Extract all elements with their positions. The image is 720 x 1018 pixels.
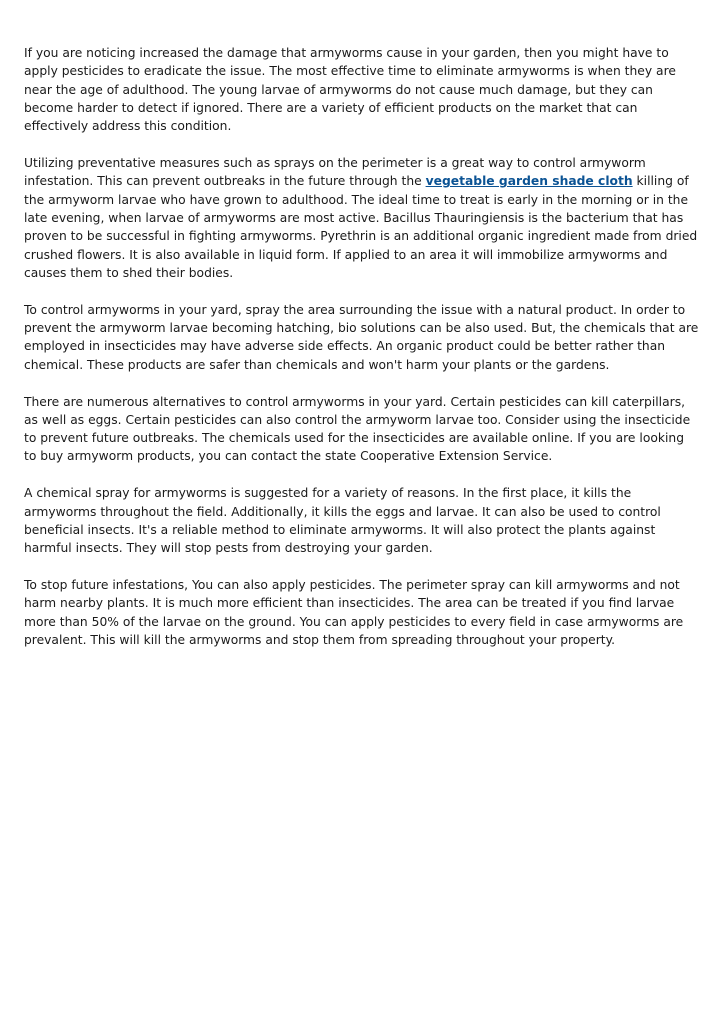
paragraph-3: To control armyworms in your yard, spray the area surrounding the issue with a natural product. In order to prevent the armyworm larvae becoming hatching, bio solutions can be also used. But, the chemicals that are employed in insecticides may have adverse side effects. An organic product could be better rather than chemical. These products are safer than chemicals and won't harm your plants or the gardens. xyxy=(24,302,699,372)
paragraph-5: A chemical spray for armyworms is suggested for a variety of reasons. In the first place, it kills the armyworms throughout the field. Additionally, it kills the eggs and larvae. It can also be used to control beneficial insects. It's a reliable method to eliminate armyworms. It will also protect the plants against harmful insects. They will stop pests from destroying your garden. xyxy=(24,486,661,556)
article-body xyxy=(24,44,700,668)
paragraph-2 xyxy=(24,154,700,282)
paragraph-2-text-before: Utilizing preventative measures such as sprays on the perimeter is a great way to control armyworm infestation. This can prevent outbreaks in the future through the xyxy=(24,156,646,189)
shade-cloth-link[interactable]: vegetable garden shade cloth xyxy=(425,174,633,189)
paragraph-1: If you are noticing increased the damage that armyworms cause in your garden, then you might have to apply pesticides to eradicate the issue. The most effective time to eliminate armyworms is when they are near the age of adulthood. The young larvae of armyworms do not cause much damage, but they can become harder to detect if ignored. There are a variety of efficient products on the market that can effectively address this condition. xyxy=(24,46,676,134)
paragraph-6: To stop future infestations, You can also apply pesticides. The perimeter spray can kill armyworms and not harm nearby plants. It is much more efficient than insecticides. The area can be treated if you find larvae more than 50% of the larvae on the ground. You can apply pesticides to every field in case armyworms are prevalent. This will kill the armyworms and stop them from spreading throughout your property. xyxy=(24,578,684,647)
paragraph-4: There are numerous alternatives to control armyworms in your yard. Certain pesticides can kill caterpillars, as well as eggs. Certain pesticides can also control the armyworm larvae too. Consider using the insecticide to prevent future outbreaks. The chemicals used for the insecticides are available online. If you are looking to buy armyworm products, you can contact the state Cooperative Extension Service. xyxy=(24,394,691,464)
paragraph-2-text-after: killing of the armyworm larvae who have grown to adulthood. The ideal time to treat is early in the morning or in the late evening, when larvae of armyworms are most active. Bacillus Thauringiensis is the bacterium that has proven to be successful in fighting armyworms. Pyrethrin is an additional organic ingredient made from dried crushed flowers. It is also available in liquid form. If applied to an area it will immobilize armyworms and causes them to shed their bodies. xyxy=(24,174,698,280)
